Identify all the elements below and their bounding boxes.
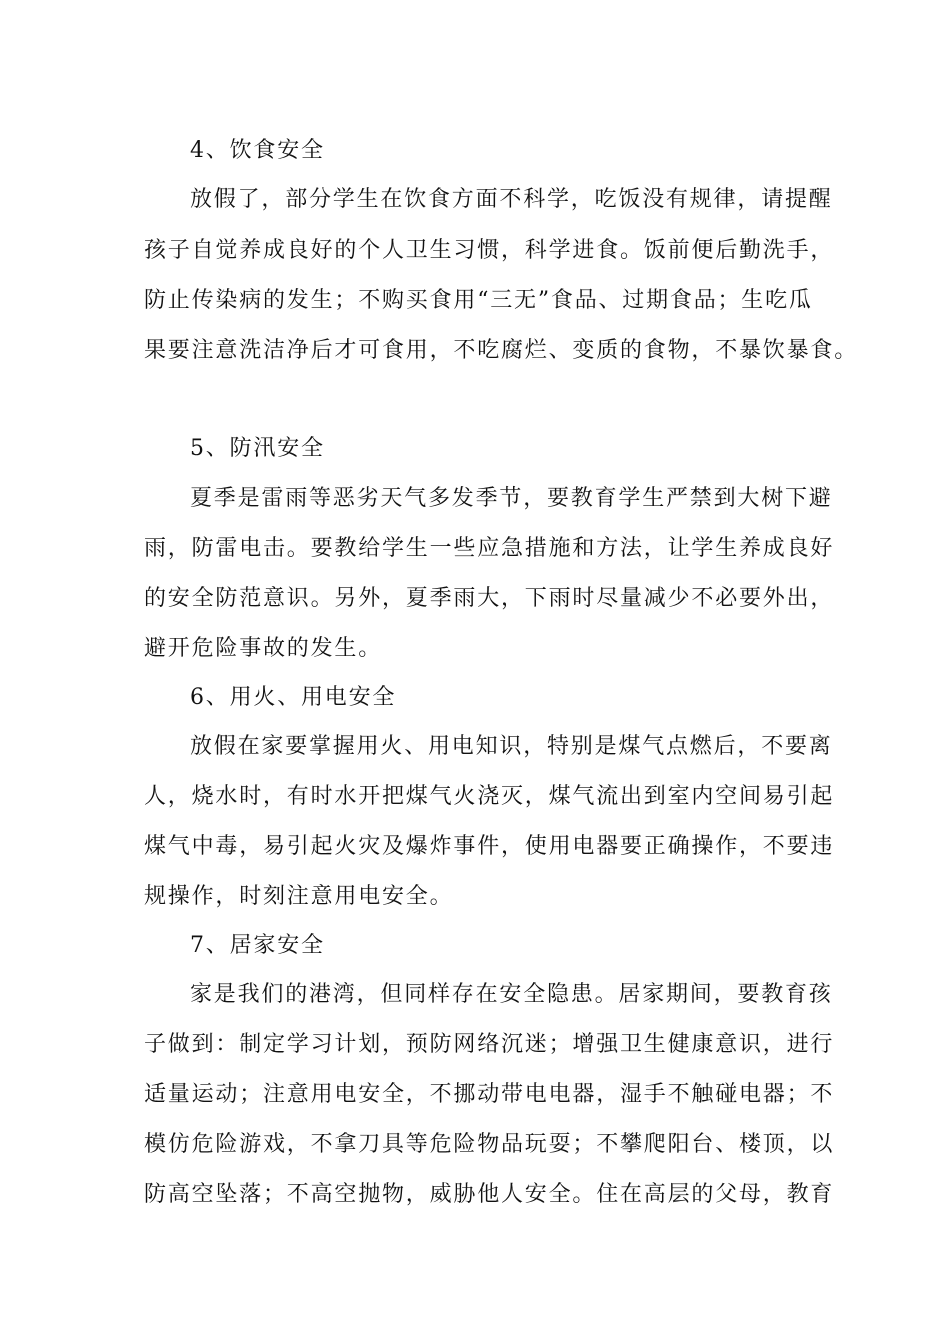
paragraph-line: 煤气中毒，易引起火灾及爆炸事件，使用电器要正确操作，不要违 (144, 834, 835, 859)
paragraph-line: 家是我们的港湾，但同样存在安全隐患。居家期间，要教育孩 (190, 982, 833, 1007)
paragraph-line: 避开危险事故的发生。 (144, 636, 383, 661)
paragraph-line: 适量运动；注意用电安全，不挪动带电电器，湿手不触碰电器；不 (144, 1082, 835, 1107)
paragraph-line: 孩子自觉养成良好的个人卫生习惯，科学进食。饭前便后勤洗手， (144, 238, 835, 263)
paragraph-line: 防高空坠落；不高空抛物，威胁他人安全。住在高层的父母，教育 (144, 1182, 835, 1207)
paragraph-line: 模仿危险游戏，不拿刀具等危险物品玩耍；不攀爬阳台、楼顶，以 (144, 1132, 835, 1157)
paragraph-line: 雨，防雷电击。要教给学生一些应急措施和方法，让学生养成良好 (144, 536, 835, 561)
paragraph-line: 果要注意洗洁净后才可食用，不吃腐烂、变质的食物，不暴饮暴食。 (144, 338, 859, 363)
paragraph-line: 规操作，时刻注意用电安全。 (144, 884, 454, 909)
paragraph-line: 夏季是雷雨等恶劣天气多发季节，要教育学生严禁到大树下避 (190, 486, 833, 511)
paragraph-line: 子做到：制定学习计划，预防网络沉迷；增强卫生健康意识，进行 (144, 1032, 835, 1057)
paragraph-line: 放假在家要掌握用火、用电知识，特别是煤气点燃后，不要离 (190, 734, 833, 759)
paragraph-line: 放假了，部分学生在饮食方面不科学，吃饭没有规律，请提醒 (190, 187, 833, 212)
paragraph-line: 人，烧水时，有时水开把煤气火浇灭，煤气流出到室内空间易引起 (144, 784, 835, 809)
section-heading: 6、用火、用电安全 (190, 685, 397, 710)
paragraph-line: 的安全防范意识。另外，夏季雨大，下雨时尽量减少不必要外出， (144, 586, 835, 611)
paragraph-line: 防止传染病的发生；不购买食用“三无”食品、过期食品；生吃瓜 (144, 288, 813, 313)
section-heading: 5、防汛安全 (190, 436, 325, 461)
section-heading: 7、居家安全 (190, 933, 325, 958)
section-heading: 4、饮食安全 (190, 138, 325, 163)
